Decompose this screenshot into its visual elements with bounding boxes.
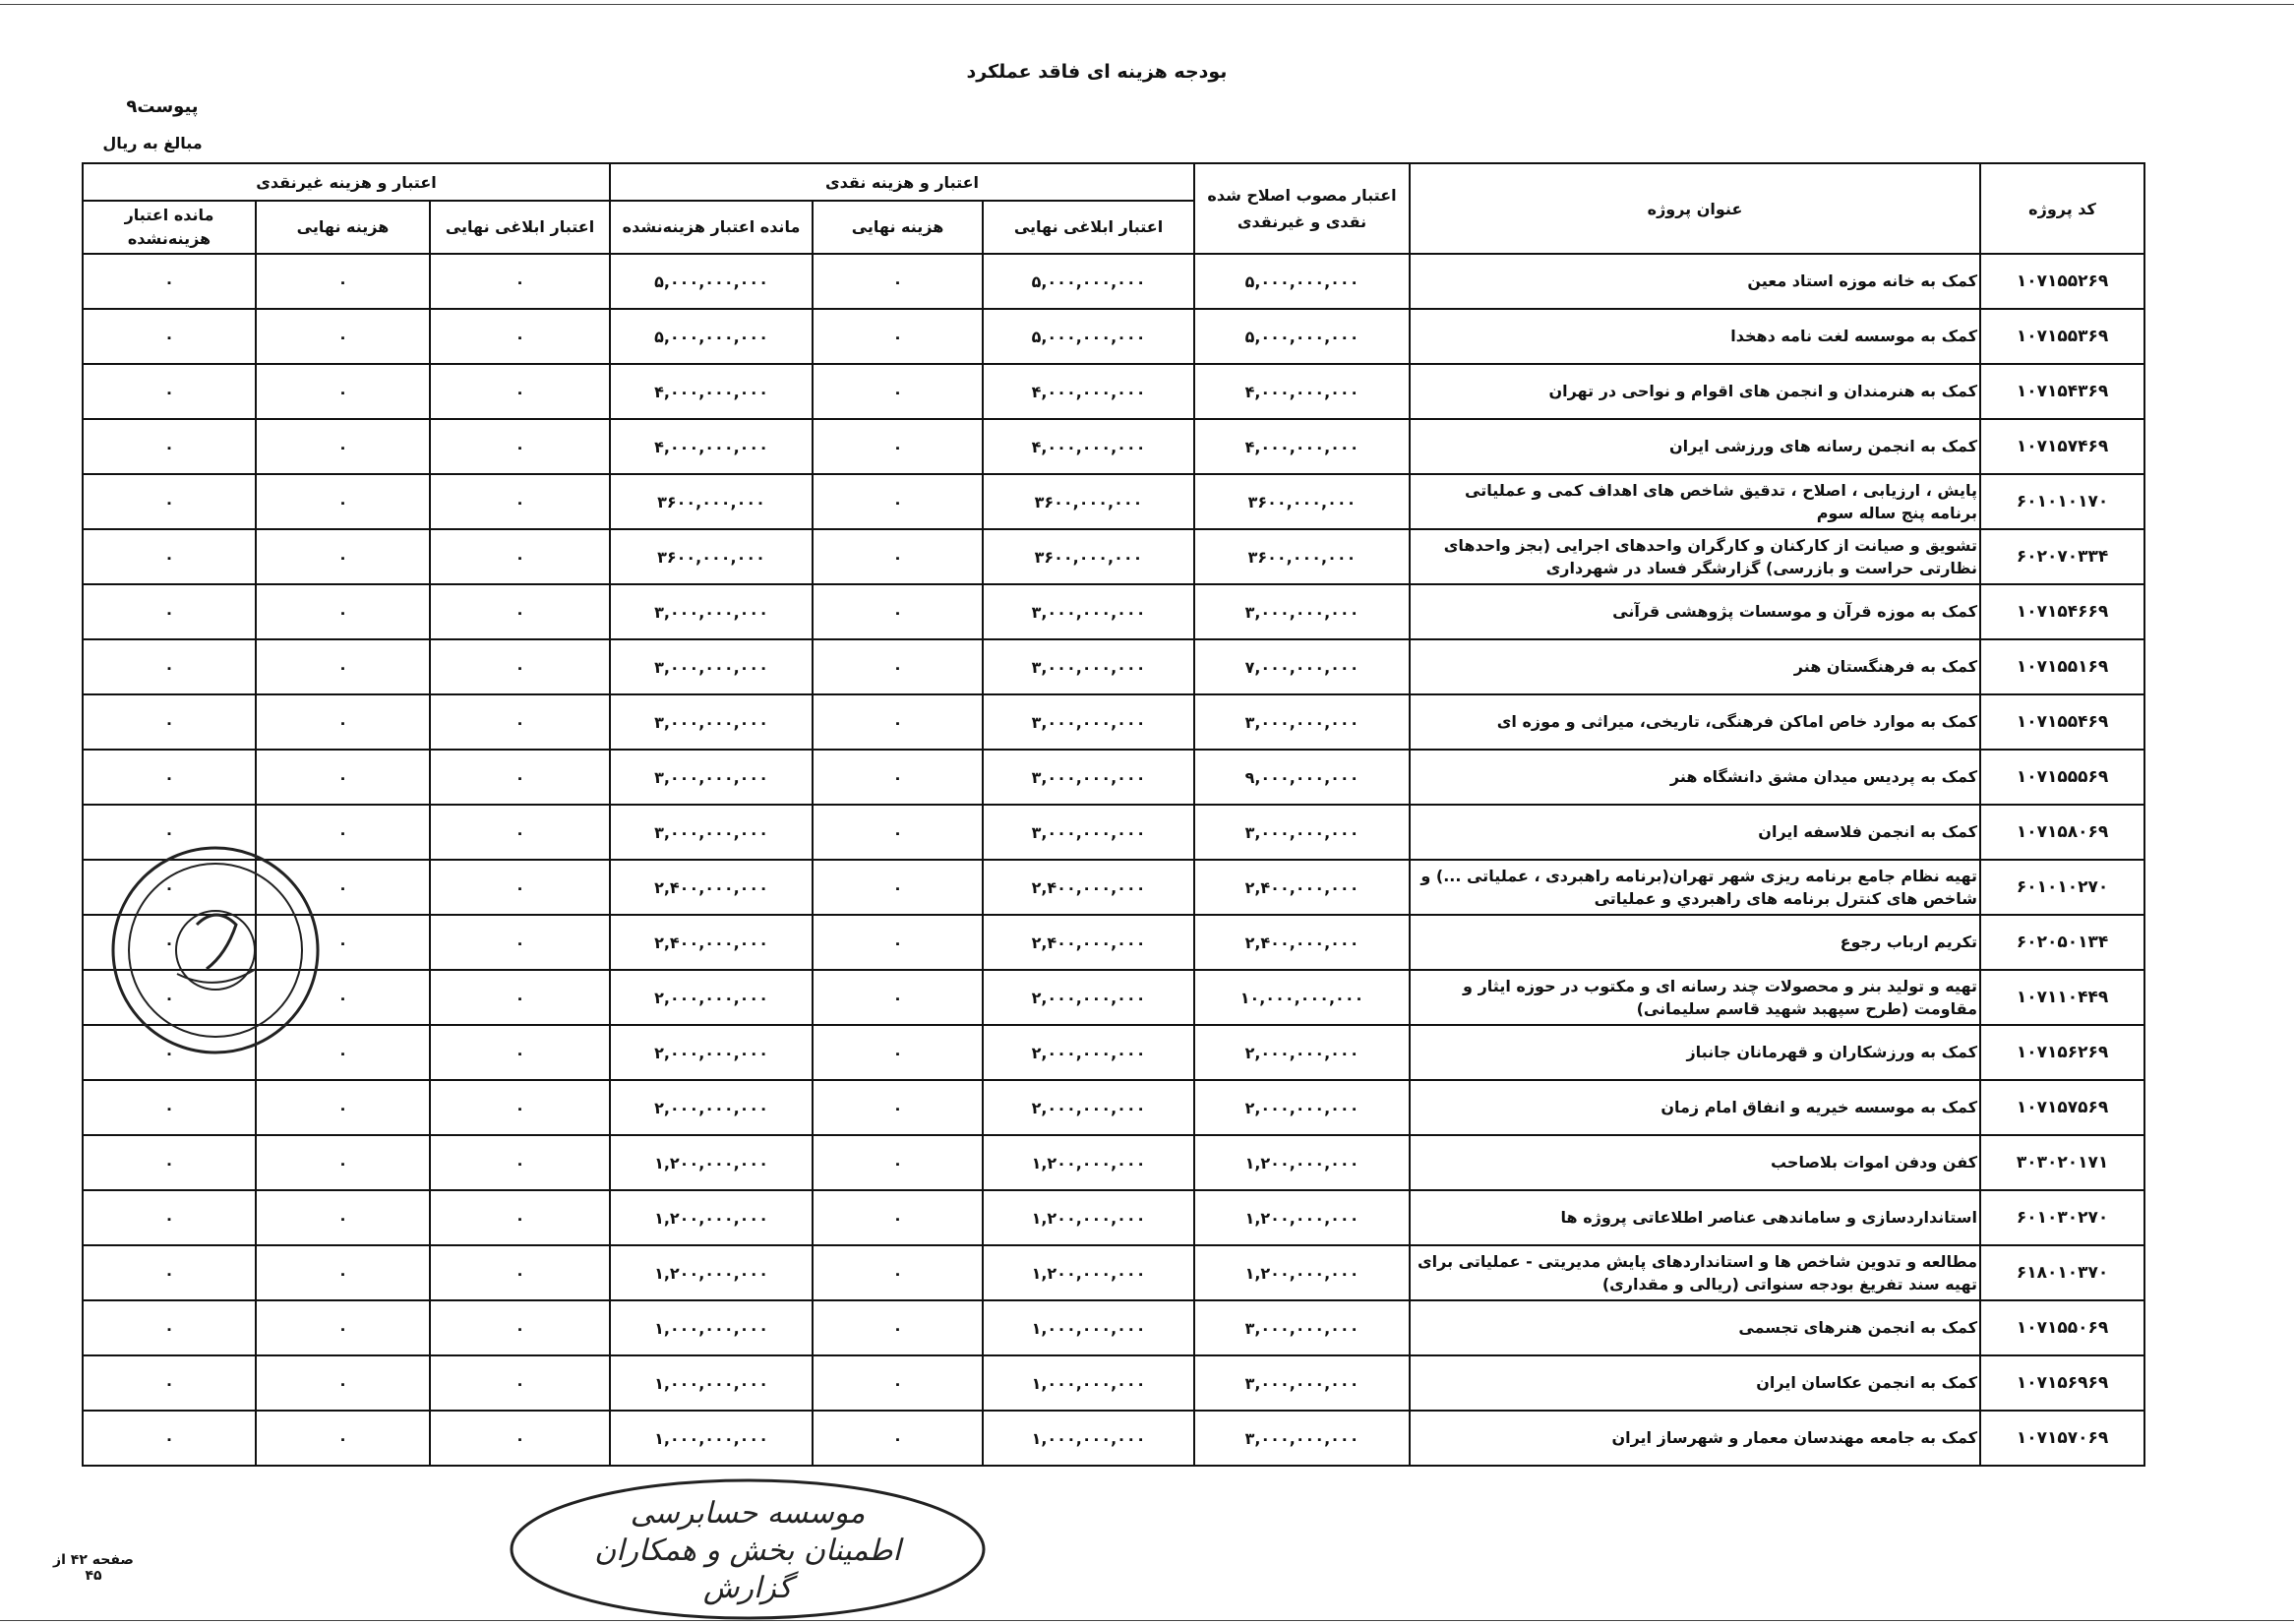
noncash-notified-credit-cell: ۰: [430, 1190, 610, 1245]
noncash-final-expense-cell: ۰: [256, 1245, 430, 1300]
cash-remaining-credit-cell: ۳,۰۰۰,۰۰۰,۰۰۰: [610, 750, 813, 805]
table-row: [83, 750, 2144, 805]
approved-credit-cell: ۲,۰۰۰,۰۰۰,۰۰۰: [1194, 1025, 1410, 1080]
noncash-final-expense-cell: ۰: [256, 529, 430, 584]
header-title: عنوان پروژه: [1410, 163, 1980, 254]
project-title-cell: کمک به پردیس میدان مشق دانشگاه هنر: [1410, 750, 1980, 805]
approved-credit-cell: ۲,۰۰۰,۰۰۰,۰۰۰: [1194, 1080, 1410, 1135]
cash-final-expense-cell: ۰: [813, 309, 983, 364]
approved-credit-cell: ۳,۰۰۰,۰۰۰,۰۰۰: [1194, 584, 1410, 639]
noncash-final-expense-cell: ۰: [256, 805, 430, 860]
noncash-notified-credit-cell: ۰: [430, 639, 610, 694]
cash-notified-credit-cell: ۳,۰۰۰,۰۰۰,۰۰۰: [983, 639, 1194, 694]
cash-notified-credit-cell: ۳,۰۰۰,۰۰۰,۰۰۰: [983, 584, 1194, 639]
cash-notified-credit-cell: ۵,۰۰۰,۰۰۰,۰۰۰: [983, 309, 1194, 364]
approved-credit-cell: ۳,۰۰۰,۰۰۰,۰۰۰: [1194, 805, 1410, 860]
scan-edge-top: [0, 4, 2294, 5]
project-code-cell: ۱۰۷۱۵۵۵۶۹: [1980, 750, 2144, 805]
project-title-cell: تهیه و تولید بنر و محصولات چند رسانه ای و مکتوب در حوزه ایثار و مقاومت (طرح سپهبد شهید قاسم سلیمانی): [1410, 970, 1980, 1025]
table-row: [83, 1025, 2144, 1080]
cash-remaining-credit-cell: ۳,۰۰۰,۰۰۰,۰۰۰: [610, 694, 813, 750]
project-code-cell: ۱۰۷۱۵۸۰۶۹: [1980, 805, 2144, 860]
noncash-notified-credit-cell: ۰: [430, 1411, 610, 1466]
cash-final-expense-cell: ۰: [813, 1411, 983, 1466]
noncash-notified-credit-cell: ۰: [430, 860, 610, 915]
cash-notified-credit-cell: ۱,۲۰۰,۰۰۰,۰۰۰: [983, 1190, 1194, 1245]
noncash-remaining-credit-cell: ۰: [83, 1080, 256, 1135]
noncash-final-expense-cell: ۰: [256, 419, 430, 474]
project-code-cell: ۶۰۱۰۱۰۱۷۰: [1980, 474, 2144, 529]
table-body: [83, 254, 2144, 1466]
table-row: [83, 805, 2144, 860]
noncash-remaining-credit-cell: ۰: [83, 474, 256, 529]
cash-final-expense-cell: ۰: [813, 1190, 983, 1245]
noncash-final-expense-cell: ۰: [256, 915, 430, 970]
cash-final-expense-cell: ۰: [813, 1300, 983, 1355]
noncash-notified-credit-cell: ۰: [430, 694, 610, 750]
table-row: [83, 1190, 2144, 1245]
noncash-notified-credit-cell: ۰: [430, 915, 610, 970]
cash-remaining-credit-cell: ۱,۰۰۰,۰۰۰,۰۰۰: [610, 1355, 813, 1411]
project-title-cell: کمک به انجمن رسانه های ورزشی ایران: [1410, 419, 1980, 474]
noncash-final-expense-cell: ۰: [256, 364, 430, 419]
cash-remaining-credit-cell: ۳۶۰۰,۰۰۰,۰۰۰: [610, 529, 813, 584]
cash-final-expense-cell: ۰: [813, 1355, 983, 1411]
noncash-remaining-credit-cell: ۰: [83, 860, 256, 915]
cash-final-expense-cell: ۰: [813, 364, 983, 419]
table-row: [83, 474, 2144, 529]
cash-remaining-credit-cell: ۳,۰۰۰,۰۰۰,۰۰۰: [610, 639, 813, 694]
noncash-notified-credit-cell: ۰: [430, 584, 610, 639]
cash-remaining-credit-cell: ۴,۰۰۰,۰۰۰,۰۰۰: [610, 364, 813, 419]
noncash-remaining-credit-cell: ۰: [83, 970, 256, 1025]
cash-notified-credit-cell: ۳۶۰۰,۰۰۰,۰۰۰: [983, 474, 1194, 529]
table-row: [83, 309, 2144, 364]
noncash-final-expense-cell: ۰: [256, 1190, 430, 1245]
noncash-final-expense-cell: ۰: [256, 639, 430, 694]
table-row: [83, 694, 2144, 750]
noncash-remaining-credit-cell: ۰: [83, 529, 256, 584]
table-row: [83, 860, 2144, 915]
table-row: [83, 254, 2144, 309]
noncash-remaining-credit-cell: ۰: [83, 1135, 256, 1190]
table-row: [83, 1135, 2144, 1190]
cash-remaining-credit-cell: ۱,۲۰۰,۰۰۰,۰۰۰: [610, 1135, 813, 1190]
project-title-cell: پایش ، ارزیابی ، اصلاح ، تدقیق شاخص های اهداف کمی و عملیاتی برنامه پنج ساله سوم: [1410, 474, 1980, 529]
header-cash-group: اعتبار و هزینه نقدی: [610, 163, 1194, 201]
approved-credit-cell: ۳,۰۰۰,۰۰۰,۰۰۰: [1194, 1411, 1410, 1466]
header-noncash-notified: اعتبار ابلاغی نهایی: [430, 201, 610, 254]
project-title-cell: تکریم ارباب رجوع: [1410, 915, 1980, 970]
noncash-remaining-credit-cell: ۰: [83, 1245, 256, 1300]
project-code-cell: ۶۰۱۰۳۰۲۷۰: [1980, 1190, 2144, 1245]
approved-credit-cell: ۱,۲۰۰,۰۰۰,۰۰۰: [1194, 1135, 1410, 1190]
project-code-cell: ۱۰۷۱۵۵۴۶۹: [1980, 694, 2144, 750]
cash-notified-credit-cell: ۲,۴۰۰,۰۰۰,۰۰۰: [983, 915, 1194, 970]
header-cash-remaining: مانده اعتبار هزینه‌نشده: [610, 201, 813, 254]
noncash-notified-credit-cell: ۰: [430, 474, 610, 529]
noncash-notified-credit-cell: ۰: [430, 1300, 610, 1355]
project-title-cell: کمک به جامعه مهندسان معمار و شهرساز ایران: [1410, 1411, 1980, 1466]
approved-credit-cell: ۳۶۰۰,۰۰۰,۰۰۰: [1194, 529, 1410, 584]
noncash-final-expense-cell: ۰: [256, 584, 430, 639]
noncash-notified-credit-cell: ۰: [430, 1355, 610, 1411]
noncash-final-expense-cell: ۰: [256, 1025, 430, 1080]
header-approved: اعتبار مصوب اصلاح شده نقدی و غیرنقدی: [1194, 163, 1410, 254]
project-code-cell: ۳۰۳۰۲۰۱۷۱: [1980, 1135, 2144, 1190]
header-cash-final: هزینه نهایی: [813, 201, 983, 254]
cash-final-expense-cell: ۰: [813, 805, 983, 860]
table-row: [83, 639, 2144, 694]
approved-credit-cell: ۴,۰۰۰,۰۰۰,۰۰۰: [1194, 364, 1410, 419]
table-row: [83, 529, 2144, 584]
project-title-cell: کمک به موزه قرآن و موسسات پژوهشی قرآنی: [1410, 584, 1980, 639]
header-cash-notified: اعتبار ابلاغی نهایی: [983, 201, 1194, 254]
stamp-line-3: گزارش: [702, 1571, 793, 1605]
stamp-line-2: اطمینان بخش و همکاران: [594, 1534, 901, 1568]
noncash-notified-credit-cell: ۰: [430, 1025, 610, 1080]
cash-final-expense-cell: ۰: [813, 915, 983, 970]
noncash-final-expense-cell: ۰: [256, 970, 430, 1025]
cash-notified-credit-cell: ۳,۰۰۰,۰۰۰,۰۰۰: [983, 805, 1194, 860]
cash-final-expense-cell: ۰: [813, 419, 983, 474]
cash-remaining-credit-cell: ۳۶۰۰,۰۰۰,۰۰۰: [610, 474, 813, 529]
project-title-cell: کمک به موسسه لغت نامه دهخدا: [1410, 309, 1980, 364]
cash-final-expense-cell: ۰: [813, 529, 983, 584]
project-title-cell: کمک به هنرمندان و انجمن های اقوام و نواحی در تهران: [1410, 364, 1980, 419]
project-code-cell: ۱۰۷۱۵۵۳۶۹: [1980, 309, 2144, 364]
noncash-remaining-credit-cell: ۰: [83, 750, 256, 805]
header-noncash-group: اعتبار و هزینه غیرنقدی: [83, 163, 610, 201]
project-title-cell: کمک به انجمن عکاسان ایران: [1410, 1355, 1980, 1411]
currency-unit-note: مبالغ به ریال: [102, 134, 203, 152]
project-title-cell: کمک به انجمن فلاسفه ایران: [1410, 805, 1980, 860]
cash-notified-credit-cell: ۲,۰۰۰,۰۰۰,۰۰۰: [983, 1025, 1194, 1080]
cash-final-expense-cell: ۰: [813, 1245, 983, 1300]
cash-notified-credit-cell: ۱,۲۰۰,۰۰۰,۰۰۰: [983, 1135, 1194, 1190]
noncash-notified-credit-cell: ۰: [430, 1245, 610, 1300]
table-row: [83, 1355, 2144, 1411]
approved-credit-cell: ۷,۰۰۰,۰۰۰,۰۰۰: [1194, 639, 1410, 694]
noncash-remaining-credit-cell: ۰: [83, 1411, 256, 1466]
noncash-remaining-credit-cell: ۰: [83, 915, 256, 970]
approved-credit-cell: ۳۶۰۰,۰۰۰,۰۰۰: [1194, 474, 1410, 529]
noncash-final-expense-cell: ۰: [256, 1135, 430, 1190]
project-code-cell: ۱۰۷۱۵۶۲۶۹: [1980, 1025, 2144, 1080]
noncash-final-expense-cell: ۰: [256, 750, 430, 805]
oval-audit-stamp-icon: [512, 1480, 984, 1618]
approved-credit-cell: ۱۰,۰۰۰,۰۰۰,۰۰۰: [1194, 970, 1410, 1025]
cash-final-expense-cell: ۰: [813, 860, 983, 915]
header-noncash-remaining: مانده اعتبار هزینه‌نشده: [83, 201, 256, 254]
cash-notified-credit-cell: ۳,۰۰۰,۰۰۰,۰۰۰: [983, 694, 1194, 750]
noncash-notified-credit-cell: ۰: [430, 805, 610, 860]
noncash-remaining-credit-cell: ۰: [83, 639, 256, 694]
cash-remaining-credit-cell: ۱,۲۰۰,۰۰۰,۰۰۰: [610, 1190, 813, 1245]
approved-credit-cell: ۱,۲۰۰,۰۰۰,۰۰۰: [1194, 1245, 1410, 1300]
cash-remaining-credit-cell: ۱,۲۰۰,۰۰۰,۰۰۰: [610, 1245, 813, 1300]
noncash-notified-credit-cell: ۰: [430, 1080, 610, 1135]
table-row: [83, 419, 2144, 474]
appendix-label: پیوست۹: [126, 96, 199, 117]
table-row: [83, 1245, 2144, 1300]
noncash-final-expense-cell: ۰: [256, 1355, 430, 1411]
cash-remaining-credit-cell: ۲,۰۰۰,۰۰۰,۰۰۰: [610, 1025, 813, 1080]
noncash-notified-credit-cell: ۰: [430, 750, 610, 805]
noncash-notified-credit-cell: ۰: [430, 364, 610, 419]
table-row: [83, 915, 2144, 970]
cash-notified-credit-cell: ۲,۴۰۰,۰۰۰,۰۰۰: [983, 860, 1194, 915]
project-title-cell: استانداردسازی و ساماندهی عناصر اطلاعاتی پروژه ها: [1410, 1190, 1980, 1245]
cash-notified-credit-cell: ۳۶۰۰,۰۰۰,۰۰۰: [983, 529, 1194, 584]
noncash-remaining-credit-cell: ۰: [83, 419, 256, 474]
cash-final-expense-cell: ۰: [813, 694, 983, 750]
page-number: صفحه ۴۲ از ۴۵: [53, 1552, 134, 1584]
table-row: [83, 364, 2144, 419]
approved-credit-cell: ۵,۰۰۰,۰۰۰,۰۰۰: [1194, 254, 1410, 309]
cash-remaining-credit-cell: ۳,۰۰۰,۰۰۰,۰۰۰: [610, 584, 813, 639]
noncash-remaining-credit-cell: ۰: [83, 1025, 256, 1080]
noncash-final-expense-cell: ۰: [256, 694, 430, 750]
project-title-cell: مطالعه و تدوین شاخص ها و استانداردهای پایش مدیریتی - عملیاتی برای تهیه سند تفریغ بودجه سنواتی (ریالی و مقداری): [1410, 1245, 1980, 1300]
cash-notified-credit-cell: ۴,۰۰۰,۰۰۰,۰۰۰: [983, 364, 1194, 419]
header-noncash-final: هزینه نهایی: [256, 201, 430, 254]
project-code-cell: ۱۰۷۱۵۷۰۶۹: [1980, 1411, 2144, 1466]
cash-remaining-credit-cell: ۵,۰۰۰,۰۰۰,۰۰۰: [610, 309, 813, 364]
project-code-cell: ۶۱۸۰۱۰۳۷۰: [1980, 1245, 2144, 1300]
project-code-cell: ۱۰۷۱۵۷۵۶۹: [1980, 1080, 2144, 1135]
noncash-final-expense-cell: ۰: [256, 309, 430, 364]
cash-remaining-credit-cell: ۴,۰۰۰,۰۰۰,۰۰۰: [610, 419, 813, 474]
cash-notified-credit-cell: ۱,۲۰۰,۰۰۰,۰۰۰: [983, 1245, 1194, 1300]
project-title-cell: کمک به فرهنگستان هنر: [1410, 639, 1980, 694]
project-title-cell: تهیه نظام جامع برنامه ریزی شهر تهران(برنامه راهبردی ، عملیاتی ...) و شاخص های کنترل برنامه های راهبردي و عملیاتی: [1410, 860, 1980, 915]
project-code-cell: ۱۰۷۱۵۵۱۶۹: [1980, 639, 2144, 694]
noncash-final-expense-cell: ۰: [256, 1411, 430, 1466]
cash-remaining-credit-cell: ۲,۴۰۰,۰۰۰,۰۰۰: [610, 915, 813, 970]
approved-credit-cell: ۵,۰۰۰,۰۰۰,۰۰۰: [1194, 309, 1410, 364]
approved-credit-cell: ۴,۰۰۰,۰۰۰,۰۰۰: [1194, 419, 1410, 474]
project-code-cell: ۱۰۷۱۵۴۳۶۹: [1980, 364, 2144, 419]
project-title-cell: کمک به خانه موزه استاد معین: [1410, 254, 1980, 309]
table-row: [83, 1080, 2144, 1135]
noncash-remaining-credit-cell: ۰: [83, 1190, 256, 1245]
cash-remaining-credit-cell: ۱,۰۰۰,۰۰۰,۰۰۰: [610, 1300, 813, 1355]
noncash-notified-credit-cell: ۰: [430, 1135, 610, 1190]
approved-credit-cell: ۳,۰۰۰,۰۰۰,۰۰۰: [1194, 1300, 1410, 1355]
project-title-cell: کمک به ورزشکاران و قهرمانان جانباز: [1410, 1025, 1980, 1080]
cash-final-expense-cell: ۰: [813, 474, 983, 529]
project-code-cell: ۱۰۷۱۵۵۰۶۹: [1980, 1300, 2144, 1355]
cash-final-expense-cell: ۰: [813, 970, 983, 1025]
noncash-notified-credit-cell: ۰: [430, 529, 610, 584]
cash-remaining-credit-cell: ۵,۰۰۰,۰۰۰,۰۰۰: [610, 254, 813, 309]
noncash-remaining-credit-cell: ۰: [83, 694, 256, 750]
noncash-remaining-credit-cell: ۰: [83, 309, 256, 364]
stamp-line-1: موسسه حسابرسی: [630, 1496, 866, 1531]
table-row: [83, 970, 2144, 1025]
approved-credit-cell: ۳,۰۰۰,۰۰۰,۰۰۰: [1194, 694, 1410, 750]
approved-credit-cell: ۳,۰۰۰,۰۰۰,۰۰۰: [1194, 1355, 1410, 1411]
cash-notified-credit-cell: ۴,۰۰۰,۰۰۰,۰۰۰: [983, 419, 1194, 474]
approved-credit-cell: ۲,۴۰۰,۰۰۰,۰۰۰: [1194, 860, 1410, 915]
noncash-final-expense-cell: ۰: [256, 1080, 430, 1135]
project-code-cell: ۶۰۲۰۵۰۱۳۴: [1980, 915, 2144, 970]
cash-notified-credit-cell: ۲,۰۰۰,۰۰۰,۰۰۰: [983, 1080, 1194, 1135]
noncash-notified-credit-cell: ۰: [430, 309, 610, 364]
project-code-cell: ۱۰۷۱۵۷۴۶۹: [1980, 419, 2144, 474]
noncash-remaining-credit-cell: ۰: [83, 805, 256, 860]
project-code-cell: ۱۰۷۱۵۵۲۶۹: [1980, 254, 2144, 309]
noncash-remaining-credit-cell: ۰: [83, 584, 256, 639]
project-code-cell: ۶۰۱۰۱۰۲۷۰: [1980, 860, 2144, 915]
table-row: [83, 584, 2144, 639]
project-title-cell: تشویق و صیانت از کارکنان و کارگران واحدهای اجرایی (بجز واحدهای نظارتی حراست و بازرسی) گزارشگر فساد در شهرداری: [1410, 529, 1980, 584]
cash-final-expense-cell: ۰: [813, 750, 983, 805]
cash-final-expense-cell: ۰: [813, 1025, 983, 1080]
budget-table: [82, 162, 2145, 1467]
noncash-final-expense-cell: ۰: [256, 254, 430, 309]
project-code-cell: ۱۰۷۱۵۶۹۶۹: [1980, 1355, 2144, 1411]
cash-final-expense-cell: ۰: [813, 639, 983, 694]
noncash-remaining-credit-cell: ۰: [83, 364, 256, 419]
scan-edge-bottom: [0, 1620, 2294, 1621]
cash-notified-credit-cell: ۲,۰۰۰,۰۰۰,۰۰۰: [983, 970, 1194, 1025]
cash-remaining-credit-cell: ۲,۰۰۰,۰۰۰,۰۰۰: [610, 970, 813, 1025]
noncash-final-expense-cell: ۰: [256, 474, 430, 529]
cash-notified-credit-cell: ۱,۰۰۰,۰۰۰,۰۰۰: [983, 1355, 1194, 1411]
approved-credit-cell: ۱,۲۰۰,۰۰۰,۰۰۰: [1194, 1190, 1410, 1245]
header-code: کد پروژه: [1980, 163, 2144, 254]
cash-notified-credit-cell: ۱,۰۰۰,۰۰۰,۰۰۰: [983, 1411, 1194, 1466]
project-code-cell: ۱۰۷۱۱۰۴۴۹: [1980, 970, 2144, 1025]
project-title-cell: کمک به انجمن هنرهای تجسمی: [1410, 1300, 1980, 1355]
noncash-notified-credit-cell: ۰: [430, 970, 610, 1025]
noncash-notified-credit-cell: ۰: [430, 254, 610, 309]
project-title-cell: کفن ودفن اموات بلاصاحب: [1410, 1135, 1980, 1190]
noncash-final-expense-cell: ۰: [256, 860, 430, 915]
cash-remaining-credit-cell: ۲,۰۰۰,۰۰۰,۰۰۰: [610, 1080, 813, 1135]
noncash-remaining-credit-cell: ۰: [83, 254, 256, 309]
cash-final-expense-cell: ۰: [813, 1135, 983, 1190]
cash-remaining-credit-cell: ۱,۰۰۰,۰۰۰,۰۰۰: [610, 1411, 813, 1466]
cash-notified-credit-cell: ۱,۰۰۰,۰۰۰,۰۰۰: [983, 1300, 1194, 1355]
cash-remaining-credit-cell: ۳,۰۰۰,۰۰۰,۰۰۰: [610, 805, 813, 860]
cash-remaining-credit-cell: ۲,۴۰۰,۰۰۰,۰۰۰: [610, 860, 813, 915]
approved-credit-cell: ۲,۴۰۰,۰۰۰,۰۰۰: [1194, 915, 1410, 970]
project-title-cell: کمک به موارد خاص اماکن فرهنگی، تاریخی، میراثی و موزه ای: [1410, 694, 1980, 750]
noncash-notified-credit-cell: ۰: [430, 419, 610, 474]
cash-notified-credit-cell: ۳,۰۰۰,۰۰۰,۰۰۰: [983, 750, 1194, 805]
cash-final-expense-cell: ۰: [813, 584, 983, 639]
document-title: بودجه هزینه ای فاقد عملکرد: [966, 61, 1228, 83]
project-code-cell: ۶۰۲۰۷۰۳۳۴: [1980, 529, 2144, 584]
cash-notified-credit-cell: ۵,۰۰۰,۰۰۰,۰۰۰: [983, 254, 1194, 309]
noncash-remaining-credit-cell: ۰: [83, 1355, 256, 1411]
noncash-remaining-credit-cell: ۰: [83, 1300, 256, 1355]
table-row: [83, 1411, 2144, 1466]
project-code-cell: ۱۰۷۱۵۴۶۶۹: [1980, 584, 2144, 639]
cash-final-expense-cell: ۰: [813, 1080, 983, 1135]
table-row: [83, 1300, 2144, 1355]
project-title-cell: کمک به موسسه خیریه و انفاق امام زمان: [1410, 1080, 1980, 1135]
noncash-final-expense-cell: ۰: [256, 1300, 430, 1355]
cash-final-expense-cell: ۰: [813, 254, 983, 309]
approved-credit-cell: ۹,۰۰۰,۰۰۰,۰۰۰: [1194, 750, 1410, 805]
